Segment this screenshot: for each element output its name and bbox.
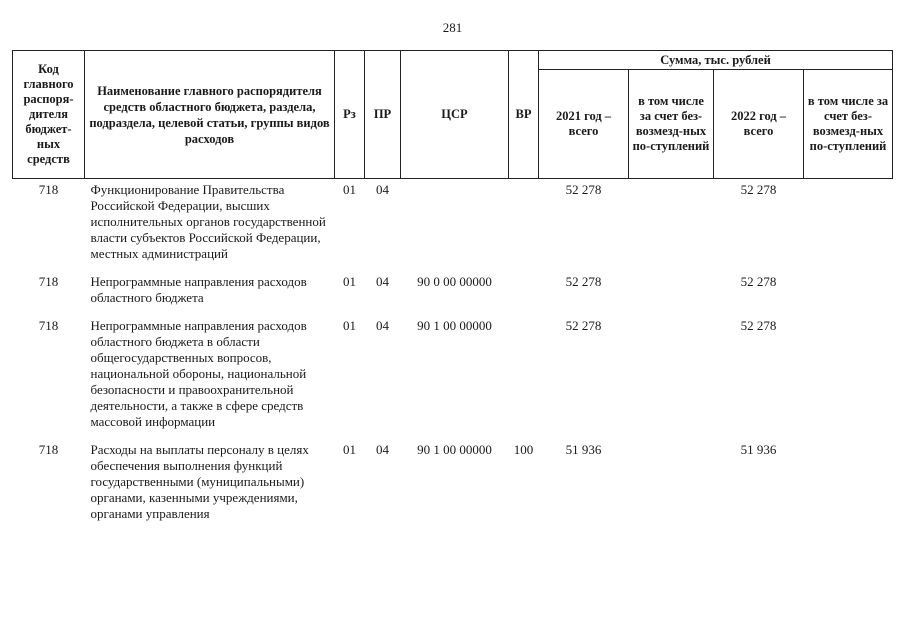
header-name: Наименование главного распорядителя средств областного бюджета, раздела, подраздела, целевой статьи, группы видов расходов xyxy=(85,51,335,179)
cell-name: Непрограммные направления расходов областного бюджета в области общегосударственных вопросов, национальной обороны, национальной безопасности и правоохранительной деятельности, а также в сфере средств массовой информации xyxy=(90,318,307,429)
cell-2022-total: 52 278 xyxy=(740,274,777,289)
page-number: 281 xyxy=(442,20,463,35)
cell-code: 718 xyxy=(38,274,59,289)
table-header xyxy=(13,51,893,179)
cell-pr: 04 xyxy=(376,274,389,289)
cell-code: 718 xyxy=(38,182,59,197)
cell-csr: 90 1 00 00000 xyxy=(417,318,492,333)
cell-2022-free xyxy=(804,179,893,263)
table-row xyxy=(13,315,893,430)
cell-2022-free xyxy=(804,439,893,522)
cell-csr: 90 1 00 00000 xyxy=(417,442,492,457)
cell-2022-total: 52 278 xyxy=(740,182,777,197)
header-pr: ПР xyxy=(365,51,401,179)
cell-2022-total: 51 936 xyxy=(740,442,777,457)
cell-vr xyxy=(509,179,539,263)
header-2022-total: 2022 год – всего xyxy=(714,70,804,179)
cell-2022-free xyxy=(804,271,893,306)
cell-2021-total: 52 278 xyxy=(565,318,602,333)
cell-rz: 01 xyxy=(343,318,356,333)
cell-pr: 04 xyxy=(376,318,389,333)
cell-csr xyxy=(401,179,509,263)
cell-rz: 01 xyxy=(343,274,356,289)
header-2021-free: в том числе за счет без-возмезд-ных по-ступлений xyxy=(629,70,714,179)
cell-vr xyxy=(509,315,539,430)
cell-pr: 04 xyxy=(376,182,389,197)
cell-rz: 01 xyxy=(343,182,356,197)
table-row xyxy=(13,439,893,522)
header-2021-total: 2021 год – всего xyxy=(539,70,629,179)
cell-2021-free xyxy=(629,179,714,263)
table-row xyxy=(13,271,893,306)
cell-csr: 90 0 00 00000 xyxy=(417,274,492,289)
budget-table xyxy=(12,50,893,522)
header-rz: Рз xyxy=(335,51,365,179)
cell-code: 718 xyxy=(38,442,59,457)
table-body xyxy=(13,179,893,523)
cell-vr: 100 xyxy=(513,442,534,457)
cell-2021-total: 52 278 xyxy=(565,182,602,197)
cell-name: Непрограммные направления расходов областного бюджета xyxy=(90,274,307,305)
cell-name: Функционирование Правительства Российской Федерации, высших исполнительных органов государственной власти субъектов Российской Федерации, местных администраций xyxy=(90,182,326,261)
header-code: Код главного распоря-дителя бюджет-ных средств xyxy=(13,51,85,179)
cell-2021-total: 52 278 xyxy=(565,274,602,289)
cell-vr xyxy=(509,271,539,306)
cell-2021-total: 51 936 xyxy=(565,442,602,457)
cell-2021-free xyxy=(629,315,714,430)
table-row xyxy=(13,179,893,263)
header-2022-free: в том числе за счет без-возмезд-ных по-ступлений xyxy=(804,70,893,179)
cell-2022-total: 52 278 xyxy=(740,318,777,333)
cell-rz: 01 xyxy=(343,442,356,457)
cell-2022-free xyxy=(804,315,893,430)
cell-name: Расходы на выплаты персоналу в целях обеспечения выполнения функций государственными (муниципальными) органами, казенными учреждениями, органами управления xyxy=(90,442,309,521)
cell-2021-free xyxy=(629,271,714,306)
cell-pr: 04 xyxy=(376,442,389,457)
header-csr: ЦСР xyxy=(401,51,509,179)
cell-2021-free xyxy=(629,439,714,522)
header-sum-group: Сумма, тыс. рублей xyxy=(539,51,893,70)
cell-code: 718 xyxy=(38,318,59,333)
header-vr: ВР xyxy=(509,51,539,179)
